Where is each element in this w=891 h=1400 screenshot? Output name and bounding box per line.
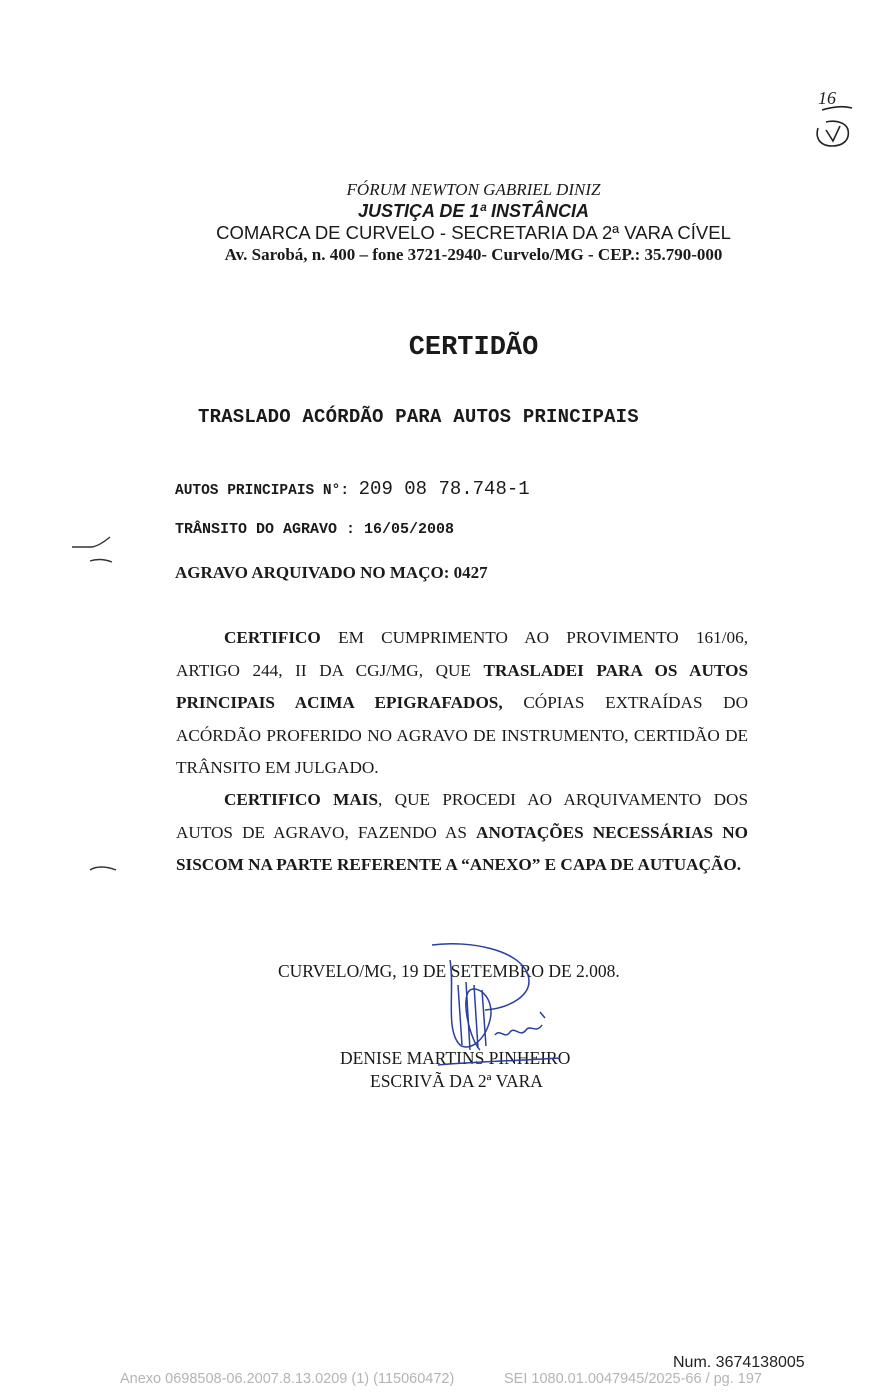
autos-label: AUTOS PRINCIPAIS N°: [175, 483, 350, 499]
document-title: CERTIDÃO [408, 333, 539, 363]
court-instance: JUSTIÇA DE 1ª INSTÂNCIA [357, 201, 590, 221]
p1-text-2: CÓPIAS EXTRAÍDAS DO ACÓRDÃO PROFERIDO NO AGRAVO DE INSTRUMENTO, CERTIDÃO DE TRÂNSITO EM JULGADO. [176, 693, 748, 777]
document-subtitle: TRASLADO ACÓRDÃO PARA AUTOS PRINCIPAIS [198, 406, 639, 428]
signer-role: ESCRIVÃ DA 2ª VARA [370, 1071, 543, 1091]
p2-bold-2: ANOTAÇÕES NECESSÁRIAS NO SISCOM NA PARTE REFERENTE A “ANEXO” E CAPA DE AUTUAÇÃO. [176, 822, 748, 874]
footer-sei: SEI 1080.01.0047945/2025-66 / pg. 197 [504, 1371, 762, 1387]
page-number-mark: 16 [818, 88, 836, 108]
signature-scribble-icon [432, 944, 560, 1065]
p1-bold-1: CERTIFICO [224, 628, 321, 647]
p1-bold-2: TRASLADEI PARA OS AUTOS PRINCIPAIS ACIMA EPIGRAFADOS, [176, 660, 749, 712]
document-number: Num. 3674138005 [673, 1354, 805, 1371]
p2-bold-1: CERTIFICO MAIS [224, 790, 379, 809]
page-mark-icon [817, 107, 852, 146]
address-line: Av. Sarobá, n. 400 – fone 3721-2940- Curvelo/MG - CEP.: 35.790-000 [224, 245, 723, 264]
footer-anexo: Anexo 0698508-06.2007.8.13.0209 (1) (115060472) [120, 1371, 455, 1387]
autos-number: 209 08 78.748-1 [358, 478, 530, 500]
p2-text-1: , QUE PROCEDI AO ARQUIVAMENTO DOS AUTOS DE AGRAVO, FAZENDO AS [176, 790, 749, 842]
signer-name: DENISE MARTINS PINHEIRO [340, 1048, 571, 1068]
agravo-arquivado-line: AGRAVO ARQUIVADO NO MAÇO: 0427 [175, 563, 488, 582]
comarca-line: COMARCA DE CURVELO - SECRETARIA DA 2ª VARA CÍVEL [216, 222, 731, 243]
forum-name: FÓRUM NEWTON GABRIEL DINIZ [346, 180, 601, 199]
transito-line: TRÂNSITO DO AGRAVO : 16/05/2008 [175, 521, 455, 538]
margin-check-icon [72, 537, 116, 870]
date-line: CURVELO/MG, 19 DE SETEMBRO DE 2.008. [278, 961, 620, 981]
p1-text-1: EM CUMPRIMENTO AO PROVIMENTO 161/06, ARTIGO 244, II DA CGJ/MG, QUE [176, 628, 748, 680]
